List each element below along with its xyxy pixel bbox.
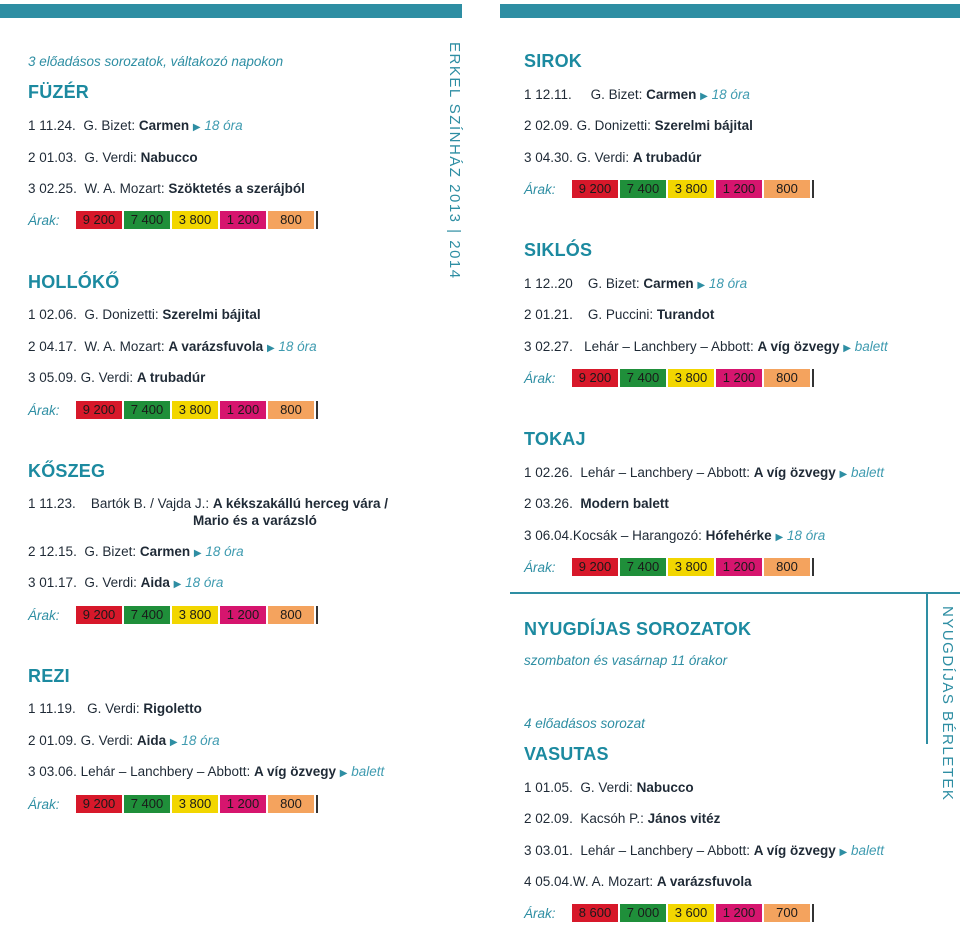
play-arrow-icon: ▶ — [339, 768, 348, 779]
price-end-bar — [812, 558, 814, 576]
price-label: Árak: — [524, 370, 556, 386]
price-cell: 1 200 — [220, 211, 266, 229]
price-cell: 7 400 — [620, 180, 666, 198]
side-divider — [926, 594, 928, 744]
price-cell: 700 — [764, 904, 810, 922]
price-cell: 1 200 — [220, 795, 266, 813]
price-cell: 3 800 — [668, 558, 714, 576]
section-title-sirok: SIROK — [524, 51, 583, 71]
show-row: 3 05.09. G. Verdi: A trubadúr — [28, 370, 206, 385]
price-cell: 9 200 — [76, 795, 122, 813]
show-row: 1 12..20 G. Bizet: Carmen ▶ 18 óra — [524, 276, 748, 291]
price-cell: 800 — [268, 795, 314, 813]
section-title-fuzer: FÜZÉR — [28, 82, 89, 102]
price-label: Árak: — [28, 402, 60, 418]
price-cell: 800 — [268, 401, 314, 419]
show-row: 2 12.15. G. Bizet: Carmen ▶ 18 óra — [28, 544, 244, 559]
show-row: 3 04.30. G. Verdi: A trubadúr — [524, 150, 702, 165]
price-cell: 3 800 — [668, 369, 714, 387]
price-label: Árak: — [28, 212, 60, 228]
show-row: 3 01.17. G. Verdi: Aida ▶ 18 óra — [28, 575, 224, 590]
show-row: 2 01.03. G. Verdi: Nabucco — [28, 150, 198, 165]
play-arrow-icon: ▶ — [193, 548, 202, 559]
price-list — [28, 211, 318, 229]
price-cell: 3 800 — [172, 606, 218, 624]
price-cell: 800 — [268, 211, 314, 229]
price-cell: 7 400 — [620, 558, 666, 576]
price-label: Árak: — [524, 559, 556, 575]
show-row: 2 03.26. Modern balett — [524, 496, 669, 511]
section-divider — [510, 592, 960, 594]
play-arrow-icon: ▶ — [775, 532, 784, 543]
show-row: 4 05.04.W. A. Mozart: A varázsfuvola — [524, 874, 752, 889]
show-row: 1 01.05. G. Verdi: Nabucco — [524, 780, 694, 795]
price-cell: 9 200 — [572, 369, 618, 387]
price-cell: 800 — [764, 180, 810, 198]
play-arrow-icon: ▶ — [839, 469, 848, 480]
price-cell: 800 — [764, 369, 810, 387]
section-title-holloko: HOLLÓKŐ — [28, 272, 120, 292]
show-row: 2 02.09. G. Donizetti: Szerelmi bájital — [524, 118, 753, 133]
section-title-rezi: REZI — [28, 666, 70, 686]
show-row: 2 04.17. W. A. Mozart: A varázsfuvola ▶ 18 óra — [28, 339, 317, 354]
show-row: 1 11.24. G. Bizet: Carmen ▶ 18 óra — [28, 118, 243, 133]
show-row: 1 02.06. G. Donizetti: Szerelmi bájital — [28, 307, 261, 322]
price-end-bar — [316, 211, 318, 229]
price-cell: 8 600 — [572, 904, 618, 922]
price-cell: 9 200 — [76, 401, 122, 419]
price-end-bar — [812, 180, 814, 198]
show-row: 3 02.25. W. A. Mozart: Szöktetés a szerájból — [28, 181, 305, 196]
price-cell: 9 200 — [572, 558, 618, 576]
show-row: 1 02.26. Lehár – Lanchbery – Abbott: A víg özvegy ▶ balett — [524, 465, 885, 480]
show-row-continuation: Mario és a varázsló — [193, 513, 317, 528]
price-list-pension — [524, 904, 814, 922]
price-cell: 9 200 — [572, 180, 618, 198]
price-cell: 3 800 — [668, 180, 714, 198]
play-arrow-icon: ▶ — [697, 280, 706, 291]
price-cell: 1 200 — [220, 606, 266, 624]
play-arrow-icon: ▶ — [843, 343, 851, 354]
price-label: Árak: — [524, 181, 556, 197]
show-row: 1 12.11. G. Bizet: Carmen ▶ 18 óra — [524, 87, 750, 102]
left-intro: 3 előadásos sorozatok, váltakozó napokon — [28, 54, 284, 69]
price-list — [28, 606, 318, 624]
play-arrow-icon: ▶ — [700, 91, 708, 102]
play-arrow-icon: ▶ — [839, 847, 848, 858]
pension-title: NYUGDÍJAS SOROZATOK — [524, 619, 752, 639]
spine-title: ERKEL SZÍNHÁZ 2013 | 2014 — [446, 42, 463, 280]
price-end-bar — [316, 401, 318, 419]
price-list — [28, 401, 318, 419]
price-end-bar — [812, 904, 814, 922]
show-row: 1 11.23. Bartók B. / Vajda J.: A kékszakállú herceg vára / — [28, 496, 389, 511]
price-cell: 1 200 — [220, 401, 266, 419]
play-arrow-icon: ▶ — [173, 579, 182, 590]
price-cell: 7 400 — [620, 369, 666, 387]
price-cell: 7 000 — [620, 904, 666, 922]
pension-subtitle: szombaton és vasárnap 11 órakor — [524, 653, 728, 668]
price-cell: 7 400 — [124, 211, 170, 229]
price-list — [524, 369, 814, 387]
price-cell: 7 400 — [124, 606, 170, 624]
play-arrow-icon: ▶ — [266, 343, 275, 354]
price-cell: 3 600 — [668, 904, 714, 922]
price-cell: 7 400 — [124, 401, 170, 419]
price-cell: 800 — [764, 558, 810, 576]
price-cell: 800 — [268, 606, 314, 624]
price-list — [524, 558, 814, 576]
price-cell: 9 200 — [76, 211, 122, 229]
price-cell: 1 200 — [716, 904, 762, 922]
price-cell: 3 800 — [172, 211, 218, 229]
show-row: 3 02.27. Lehár – Lanchbery – Abbott: A víg özvegy ▶ balett — [524, 339, 888, 354]
price-cell: 7 400 — [124, 795, 170, 813]
price-cell: 9 200 — [76, 606, 122, 624]
section-title-siklos: SIKLÓS — [524, 240, 593, 260]
pension-side-label: NYUGDÍJAS BÉRLETEK — [939, 606, 956, 802]
pension-intro: 4 előadásos sorozat — [524, 716, 645, 731]
price-end-bar — [316, 795, 318, 813]
price-cell: 3 800 — [172, 401, 218, 419]
price-label: Árak: — [28, 607, 60, 623]
price-list — [28, 795, 318, 813]
show-row: 2 01.09. G. Verdi: Aida ▶ 18 óra — [28, 733, 220, 748]
price-list — [524, 180, 814, 198]
show-row: 3 03.06. Lehár – Lanchbery – Abbott: A víg özvegy ▶ balett — [28, 764, 385, 779]
top-bar-left — [0, 4, 462, 18]
play-arrow-icon: ▶ — [169, 737, 178, 748]
price-label: Árak: — [524, 905, 556, 921]
price-cell: 3 800 — [172, 795, 218, 813]
price-cell: 1 200 — [716, 558, 762, 576]
show-row: 1 11.19. G. Verdi: Rigoletto — [28, 701, 202, 716]
section-title-vasutas: VASUTAS — [524, 744, 609, 764]
price-cell: 1 200 — [716, 180, 762, 198]
price-cell: 1 200 — [716, 369, 762, 387]
price-end-bar — [812, 369, 814, 387]
top-bar-right — [500, 4, 960, 18]
show-row: 3 03.01. Lehár – Lanchbery – Abbott: A víg özvegy ▶ balett — [524, 843, 885, 858]
show-row: 2 02.09. Kacsóh P.: János vitéz — [524, 811, 721, 826]
section-title-tokaj: TOKAJ — [524, 429, 586, 449]
section-title-koszeg: KŐSZEG — [28, 461, 106, 481]
show-row: 2 01.21. G. Puccini: Turandot — [524, 307, 715, 322]
show-row: 3 06.04.Kocsák – Harangozó: Hófehérke ▶ 18 óra — [524, 528, 826, 543]
price-label: Árak: — [28, 796, 60, 812]
price-end-bar — [316, 606, 318, 624]
play-arrow-icon: ▶ — [192, 122, 201, 133]
